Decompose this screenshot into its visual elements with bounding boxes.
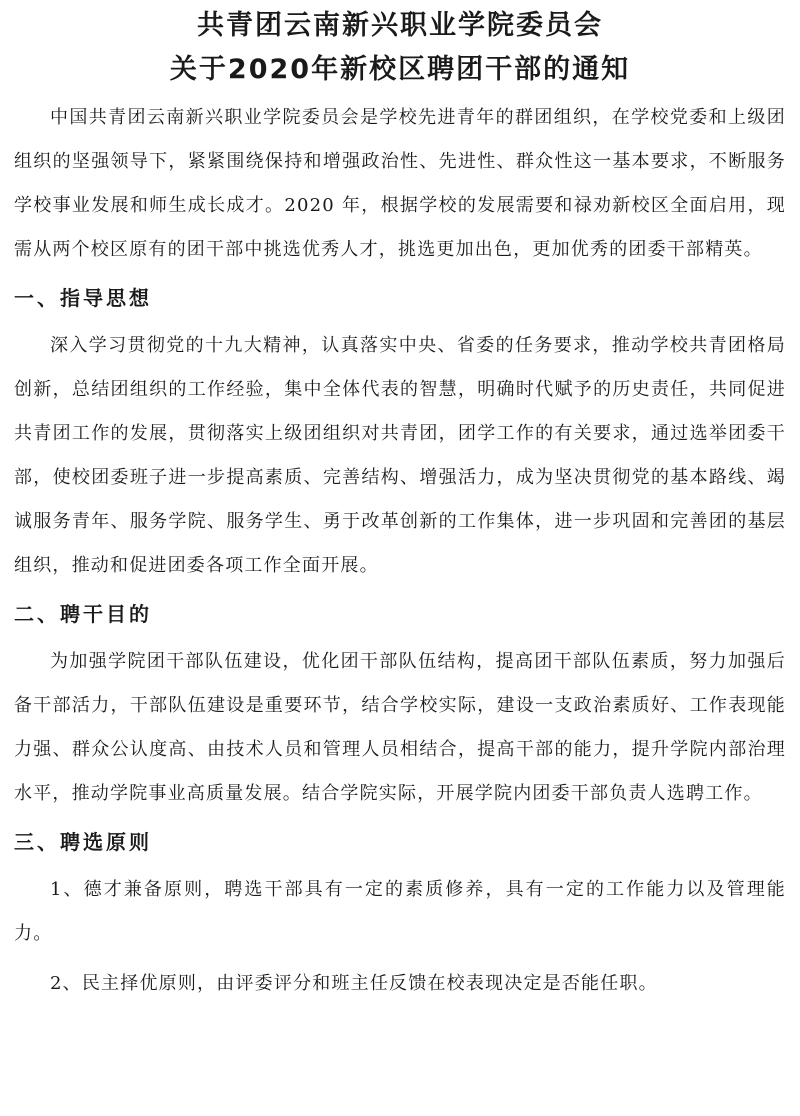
- section-guiding-ideology: [14, 276, 786, 588]
- section-recruitment-purpose: [14, 592, 786, 816]
- section-paragraph: 为加强学院团干部队伍建设，优化团干部队伍结构，提高团干部队伍素质，努力加强后备干部活力，干部队伍建设是重要环节，结合学校实际，建设一支政治素质好、工作表现能力强、群众公认度高、由技术人员和管理人员相结合，提高干部的能力，提升学院内部治理水平，推动学院事业高质量发展。结合学院实际，开展学院内团委干部负责人选聘工作。: [14, 651, 786, 804]
- principle-item: 2、民主择优原则，由评委评分和班主任反馈在校表现决定是否能任职。: [50, 973, 658, 994]
- document-title-line2: 关于2020年新校区聘团干部的通知: [169, 54, 631, 85]
- document-title-line1: 共青团云南新兴职业学院委员会: [197, 10, 603, 41]
- section-heading: 二、聘干目的: [14, 602, 152, 626]
- section-selection-principles: [14, 820, 786, 1006]
- principle-item: 1、德才兼备原则，聘选干部具有一定的素质修养，具有一定的工作能力以及管理能力。: [14, 879, 786, 944]
- section-heading: 一、指导思想: [14, 286, 152, 310]
- section-paragraph: 深入学习贯彻党的十九大精神，认真落实中央、省委的任务要求，推动学校共青团格局创新，总结团组织的工作经验，集中全体代表的智慧，明确时代赋予的历史责任，共同促进共青团工作的发展，贯彻落实上级团组织对共青团，团学工作的有关要求，通过选举团委干部，使校团委班子进一步提高素质、完善结构、增强活力，成为坚决贯彻党的基本路线、竭诚服务青年、服务学院、服务学生、勇于改革创新的工作集体，进一步巩固和完善团的基层组织，推动和促进团委各项工作全面开展。: [14, 335, 786, 576]
- section-heading: 三、聘选原则: [14, 830, 152, 854]
- intro-paragraph: 中国共青团云南新兴职业学院委员会是学校先进青年的群团组织，在学校党委和上级团组织的坚强领导下，紧紧围绕保持和增强政治性、先进性、群众性这一基本要求，不断服务学校事业发展和师生成长成才。2020 年，根据学校的发展需要和禄劝新校区全面启用，现需从两个校区原有的团干部中挑选优秀人才，挑选更加出色，更加优秀的团委干部精英。: [14, 107, 786, 260]
